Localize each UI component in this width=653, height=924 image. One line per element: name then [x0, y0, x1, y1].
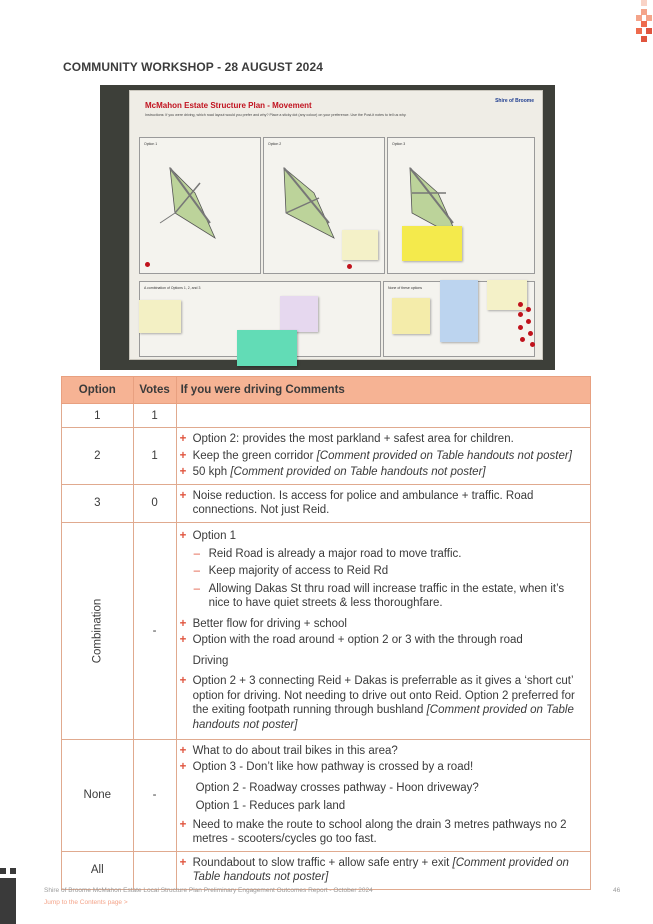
- panel-label: None of these options: [388, 286, 423, 290]
- votes-cell: 1: [133, 428, 176, 485]
- decorative-blocks-bottom-left: [0, 868, 18, 924]
- votes-cell: [133, 851, 176, 889]
- comments-cell: [176, 404, 590, 428]
- sticky-note: [392, 298, 430, 334]
- votes-cell: 1: [133, 404, 176, 428]
- table-row: [62, 522, 591, 739]
- comment-text: Option 2 + 3 connecting Reid + Dakas is preferrable as it gives a ‘short cut’ option for driving. Not needing to drive out onto Reid. Option 2 preferred for the exiting footpath running through bushland: [192, 675, 575, 716]
- sticky-dot: [145, 262, 150, 267]
- sticky-note: [139, 300, 181, 333]
- sticky-dot: [526, 319, 531, 324]
- comment-text: Roundabout to slow traffic + allow safe entry + exit: [192, 856, 453, 869]
- comments-cell: [176, 522, 590, 739]
- sticky-dot: [347, 264, 352, 269]
- option-cell: All: [62, 851, 134, 889]
- comment-item: [180, 465, 587, 480]
- panel-label: Option 2: [268, 142, 282, 146]
- comment-continuation: Option 2 - Roadway crosses pathway - Hoon driveway?: [195, 781, 479, 794]
- panel-label: A combination of Options 1, 2, and 3: [144, 286, 201, 290]
- comment-source-note: [Comment provided on Table handouts not poster]: [230, 466, 486, 478]
- poster-panel-option-3: [387, 137, 535, 274]
- comment-item: + Noise reduction. Is access for police and ambulance + traffic. Road connections. Not just Reid.: [180, 489, 587, 518]
- table-row: [62, 484, 591, 522]
- comment-item: + Option 2: provides the most parkland + safest area for children.: [180, 432, 587, 447]
- poster-panel-combination: [139, 281, 381, 357]
- poster-title: McMahon Estate Structure Plan - Movement: [145, 101, 312, 110]
- comments-cell: [176, 851, 590, 889]
- poster-logo: Shire of Broome: [495, 98, 534, 104]
- poster-instructions: Instructions: If you were driving, which road layout would you prefer and why? Place a sticky dot (any colour) on your preference. Use the Post-it notes to tell us why.: [145, 113, 407, 117]
- option-cell: 2: [62, 428, 134, 485]
- sticky-dot: [528, 331, 533, 336]
- comment-subitem: – Allowing Dakas St thru road will increase traffic in the estate, when it’s nice to have quiet streets & less thoroughfare.: [180, 582, 587, 611]
- poster-panel-option-2: [263, 137, 385, 274]
- comment-item: [180, 674, 587, 732]
- comment-text: Keep the green corridor: [192, 449, 317, 462]
- header-option: Option: [62, 377, 134, 404]
- option-label-vertical: Combination: [91, 598, 104, 663]
- poster: [130, 91, 542, 359]
- votes-cell: -: [133, 522, 176, 739]
- comment-item: + Option 3 - Don’t like how pathway is crossed by a road!: [180, 760, 587, 775]
- comment-text: 50 kph: [192, 466, 231, 478]
- comment-item: + Better flow for driving + school: [180, 617, 587, 632]
- table-row: [62, 404, 591, 428]
- comment-source-note: [Comment provided on Table handouts not poster]: [316, 449, 572, 462]
- page-number: 46: [613, 887, 621, 894]
- poster-panel-option-1: [139, 137, 261, 274]
- sticky-dot: [518, 312, 523, 317]
- comment-item: + Option with the road around + option 2 or 3 with the through road: [180, 633, 587, 648]
- votes-cell: 0: [133, 484, 176, 522]
- sticky-note: [402, 226, 462, 261]
- workshop-poster-photo: [100, 85, 555, 370]
- panel-label: Option 1: [144, 142, 158, 146]
- sticky-note: [280, 296, 318, 332]
- comment-subitem: – Keep majority of access to Reid Rd: [180, 564, 587, 579]
- section-heading: COMMUNITY WORKSHOP - 28 AUGUST 2024: [63, 60, 323, 74]
- comment-item: + Option 1: [180, 529, 587, 544]
- sticky-dot: [526, 307, 531, 312]
- sticky-dot: [518, 302, 523, 307]
- panel-label: Option 3: [392, 142, 406, 146]
- road-map-option-1: [155, 163, 235, 243]
- comments-cell: [176, 428, 590, 485]
- sticky-dot: [518, 325, 523, 330]
- option-cell: 3: [62, 484, 134, 522]
- comment-item: + Need to make the route to school along the drain 3 metres pathways no 2 metres - scooters/cycles go too fast.: [180, 818, 587, 847]
- table-header-row: [62, 377, 591, 404]
- header-votes: Votes: [133, 377, 176, 404]
- comment-subitem: – Reid Road is already a major road to move traffic.: [180, 547, 587, 562]
- comment-item: + What to do about trail bikes in this area?: [180, 744, 587, 759]
- comment-item: [180, 449, 587, 464]
- sticky-dot-strip: [516, 297, 544, 357]
- comment-source-note: [Comment provided on Table handouts not poster]: [192, 704, 574, 731]
- sticky-dot: [520, 337, 525, 342]
- driving-comments-table: [61, 376, 591, 890]
- comment-continuation: Driving: [192, 654, 229, 667]
- header-comments: If you were driving Comments: [176, 377, 590, 404]
- option-cell: 1: [62, 404, 134, 428]
- comments-cell: [176, 739, 590, 851]
- footer-text: Shire of Broome McMahon Estate Local Structure Plan Preliminary Engagement Outcomes Report - October 2024: [44, 887, 373, 894]
- comment-source-note: [Comment provided on Table handouts not poster]: [192, 856, 569, 883]
- option-cell: None: [62, 739, 134, 851]
- sticky-note: [342, 230, 378, 260]
- decorative-cross-top-right: [636, 0, 653, 46]
- table-row: [62, 851, 591, 889]
- sticky-dot: [530, 342, 535, 347]
- table-row: [62, 739, 591, 851]
- option-cell: [62, 522, 134, 739]
- votes-cell: -: [133, 739, 176, 851]
- contents-link[interactable]: Jump to the Contents page >: [44, 899, 128, 906]
- table-row: [62, 428, 591, 485]
- sticky-note: [237, 330, 297, 366]
- poster-panel-none: [383, 281, 535, 357]
- sticky-note: [440, 280, 478, 342]
- comment-item: [180, 856, 587, 885]
- comments-cell: [176, 484, 590, 522]
- comment-continuation: Option 1 - Reduces park land: [195, 800, 346, 812]
